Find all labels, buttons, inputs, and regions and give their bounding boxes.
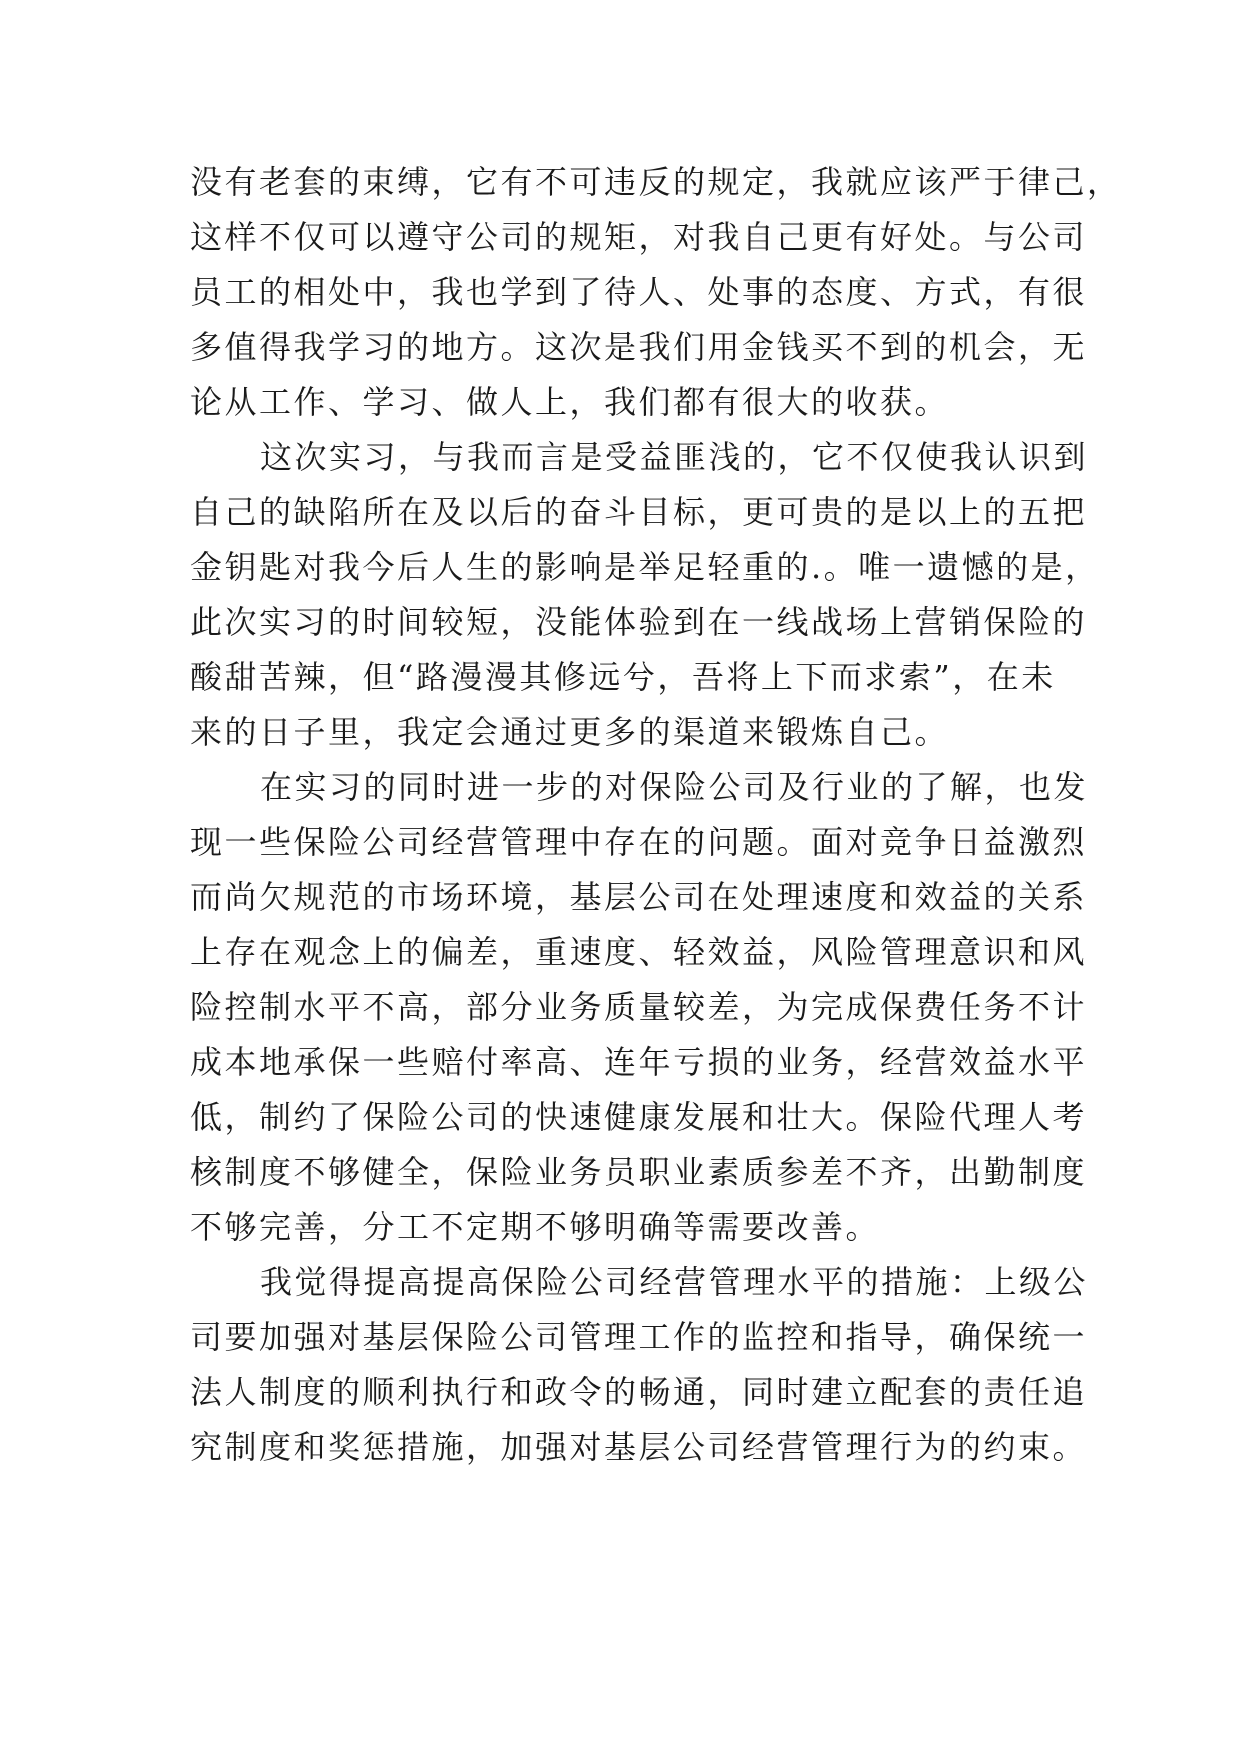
text-line: 自己的缺陷所在及以后的奋斗目标，更可贵的是以上的五把 (190, 493, 1088, 531)
text-line: 司要加强对基层保险公司管理工作的监控和指导，确保统一 (190, 1318, 1088, 1356)
paragraph-first-line: 这次实习，与我而言是受益匪浅的，它不仅使我认识到 (260, 438, 1089, 476)
text-line: 而尚欠规范的市场环境，基层公司在处理速度和效益的关系 (190, 878, 1088, 916)
text-line: 险控制水平不高，部分业务质量较差，为完成保费任务不计 (190, 988, 1088, 1026)
text-line: 现一些保险公司经营管理中存在的问题。面对竞争日益激烈 (190, 823, 1088, 861)
text-line: 来的日子里，我定会通过更多的渠道来锻炼自己。 (190, 713, 950, 751)
text-line: 没有老套的束缚，它有不可违反的规定，我就应该严于律己， (190, 163, 1122, 201)
text-line: 酸甜苦辣，但“路漫漫其修远兮，吾将上下而求索”，在未 (190, 658, 1056, 696)
text-line: 这样不仅可以遵守公司的规矩，对我自己更有好处。与公司 (190, 218, 1088, 256)
text-line: 上存在观念上的偏差，重速度、轻效益，风险管理意识和风 (190, 933, 1088, 971)
body-text (190, 155, 1122, 1475)
text-line: 此次实习的时间较短，没能体验到在一线战场上营销保险的 (190, 603, 1088, 641)
text-line: 论从工作、学习、做人上，我们都有很大的收获。 (190, 383, 950, 421)
text-line: 成本地承保一些赔付率高、连年亏损的业务，经营效益水平 (190, 1043, 1088, 1081)
paragraph-first-line: 我觉得提高提高保险公司经营管理水平的措施：上级公 (260, 1263, 1089, 1301)
text-line: 多值得我学习的地方。这次是我们用金钱买不到的机会，无 (190, 328, 1088, 366)
text-line: 法人制度的顺利执行和政令的畅通，同时建立配套的责任追 (190, 1373, 1088, 1411)
text-line: 不够完善，分工不定期不够明确等需要改善。 (190, 1208, 881, 1246)
text-line: 金钥匙对我今后人生的影响是举足轻重的.。唯一遗憾的是， (190, 548, 1100, 586)
text-line: 低，制约了保险公司的快速健康发展和壮大。保险代理人考 (190, 1098, 1088, 1136)
paragraph-first-line: 在实习的同时进一步的对保险公司及行业的了解，也发 (260, 768, 1089, 806)
text-line: 员工的相处中，我也学到了待人、处事的态度、方式，有很 (190, 273, 1088, 311)
text-line: 核制度不够健全，保险业务员职业素质参差不齐，出勤制度 (190, 1153, 1088, 1191)
text-line: 究制度和奖惩措施，加强对基层公司经营管理行为的约束。 (190, 1428, 1088, 1466)
